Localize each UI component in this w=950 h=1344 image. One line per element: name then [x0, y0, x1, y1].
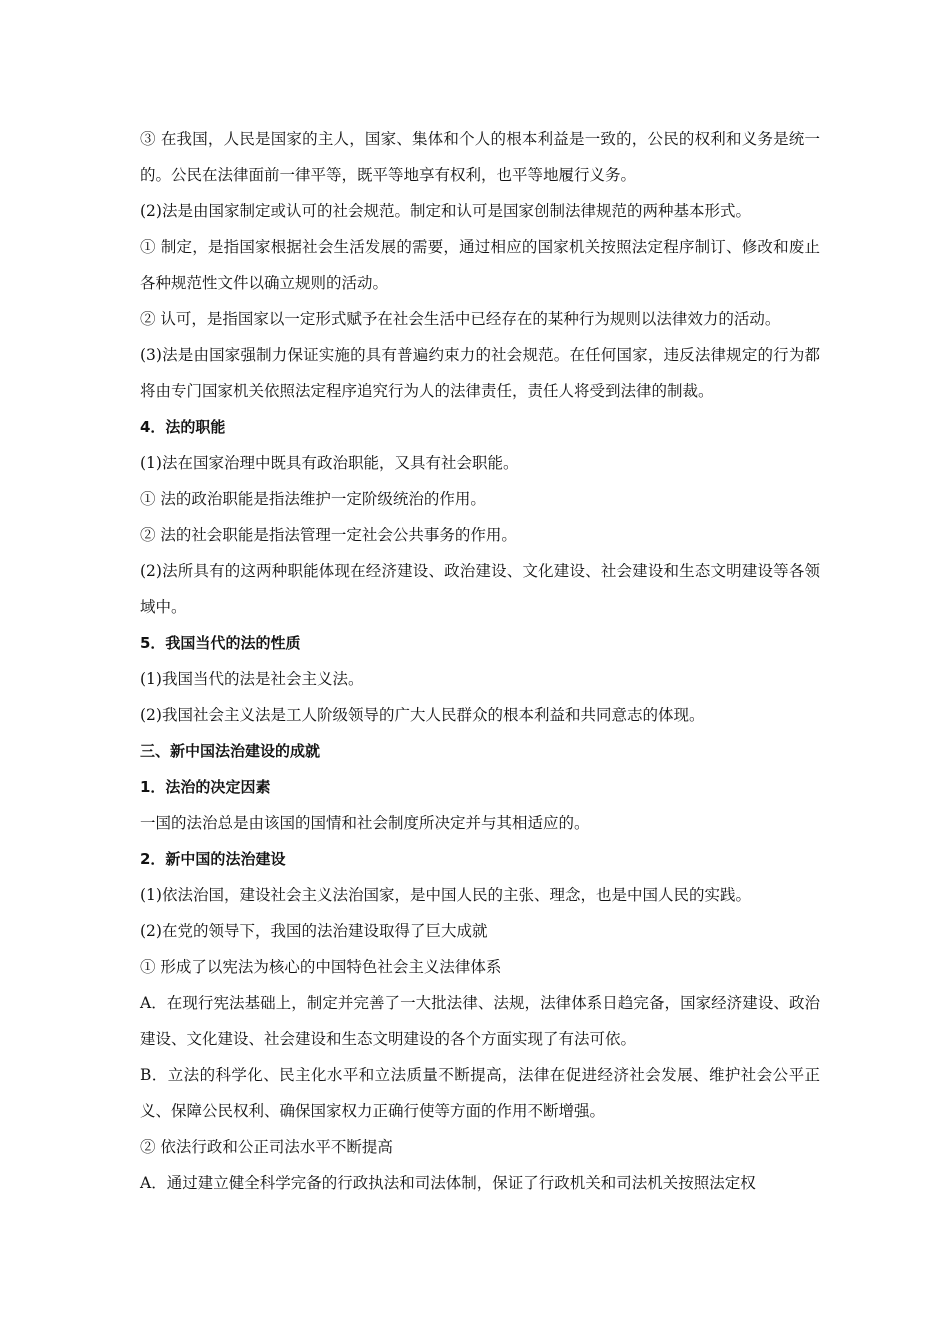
paragraph: A．通过建立健全科学完备的行政执法和司法体制，保证了行政机关和司法机关按照法定权	[140, 1174, 756, 1192]
paragraph: (1)依法治国，建设社会主义法治国家，是中国人民的主张、理念，也是中国人民的实践。	[140, 886, 751, 904]
paragraph: (3)法是由国家强制力保证实施的具有普遍约束力的社会规范。在任何国家，违反法律规定的行为都将由专门国家机关依照法定程序追究行为人的法律责任，责任人将受到法律的制裁。	[140, 346, 820, 400]
paragraph: ② 认可，是指国家以一定形式赋予在社会生活中已经存在的某种行为规则以法律效力的活动。	[140, 310, 781, 328]
paragraph: ② 法的社会职能是指法管理一定社会公共事务的作用。	[140, 526, 517, 544]
section-heading: 三、新中国法治建设的成就	[140, 742, 321, 760]
paragraph: ③ 在我国，人民是国家的主人，国家、集体和个人的根本利益是一致的，公民的权利和义务是统一的。公民在法律面前一律平等，既平等地享有权利，也平等地履行义务。	[140, 130, 820, 184]
paragraph: (1)我国当代的法是社会主义法。	[140, 670, 364, 688]
paragraph: (2)法是由国家制定或认可的社会规范。制定和认可是国家创制法律规范的两种基本形式。	[140, 202, 751, 220]
paragraph: B．立法的科学化、民主化水平和立法质量不断提高，法律在促进经济社会发展、维护社会公平正义、保障公民权利、确保国家权力正确行使等方面的作用不断增强。	[140, 1066, 820, 1120]
paragraph: ② 依法行政和公正司法水平不断提高	[140, 1138, 393, 1156]
paragraph: A．在现行宪法基础上，制定并完善了一大批法律、法规，法律体系日趋完备，国家经济建设、政治建设、文化建设、社会建设和生态文明建设的各个方面实现了有法可依。	[140, 994, 820, 1048]
section-heading: 1．法治的决定因素	[140, 778, 271, 796]
section-heading: 5．我国当代的法的性质	[140, 634, 301, 652]
paragraph: ① 法的政治职能是指法维护一定阶级统治的作用。	[140, 490, 486, 508]
paragraph: (2)法所具有的这两种职能体现在经济建设、政治建设、文化建设、社会建设和生态文明建设等各领域中。	[140, 562, 820, 616]
paragraph: 一国的法治总是由该国的国情和社会制度所决定并与其相适应的。	[140, 814, 590, 832]
paragraph: ① 形成了以宪法为核心的中国特色社会主义法律体系	[140, 958, 502, 976]
paragraph: (2)在党的领导下，我国的法治建设取得了巨大成就	[140, 922, 488, 940]
paragraph: (1)法在国家治理中既具有政治职能，又具有社会职能。	[140, 454, 519, 472]
paragraph: (2)我国社会主义法是工人阶级领导的广大人民群众的根本利益和共同意志的体现。	[140, 706, 705, 724]
paragraph: ① 制定，是指国家根据社会生活发展的需要，通过相应的国家机关按照法定程序制订、修改和废止各种规范性文件以确立规则的活动。	[140, 238, 820, 292]
section-heading: 2．新中国的法治建设	[140, 850, 286, 868]
document-page	[140, 121, 820, 1201]
section-heading: 4．法的职能	[140, 418, 226, 436]
